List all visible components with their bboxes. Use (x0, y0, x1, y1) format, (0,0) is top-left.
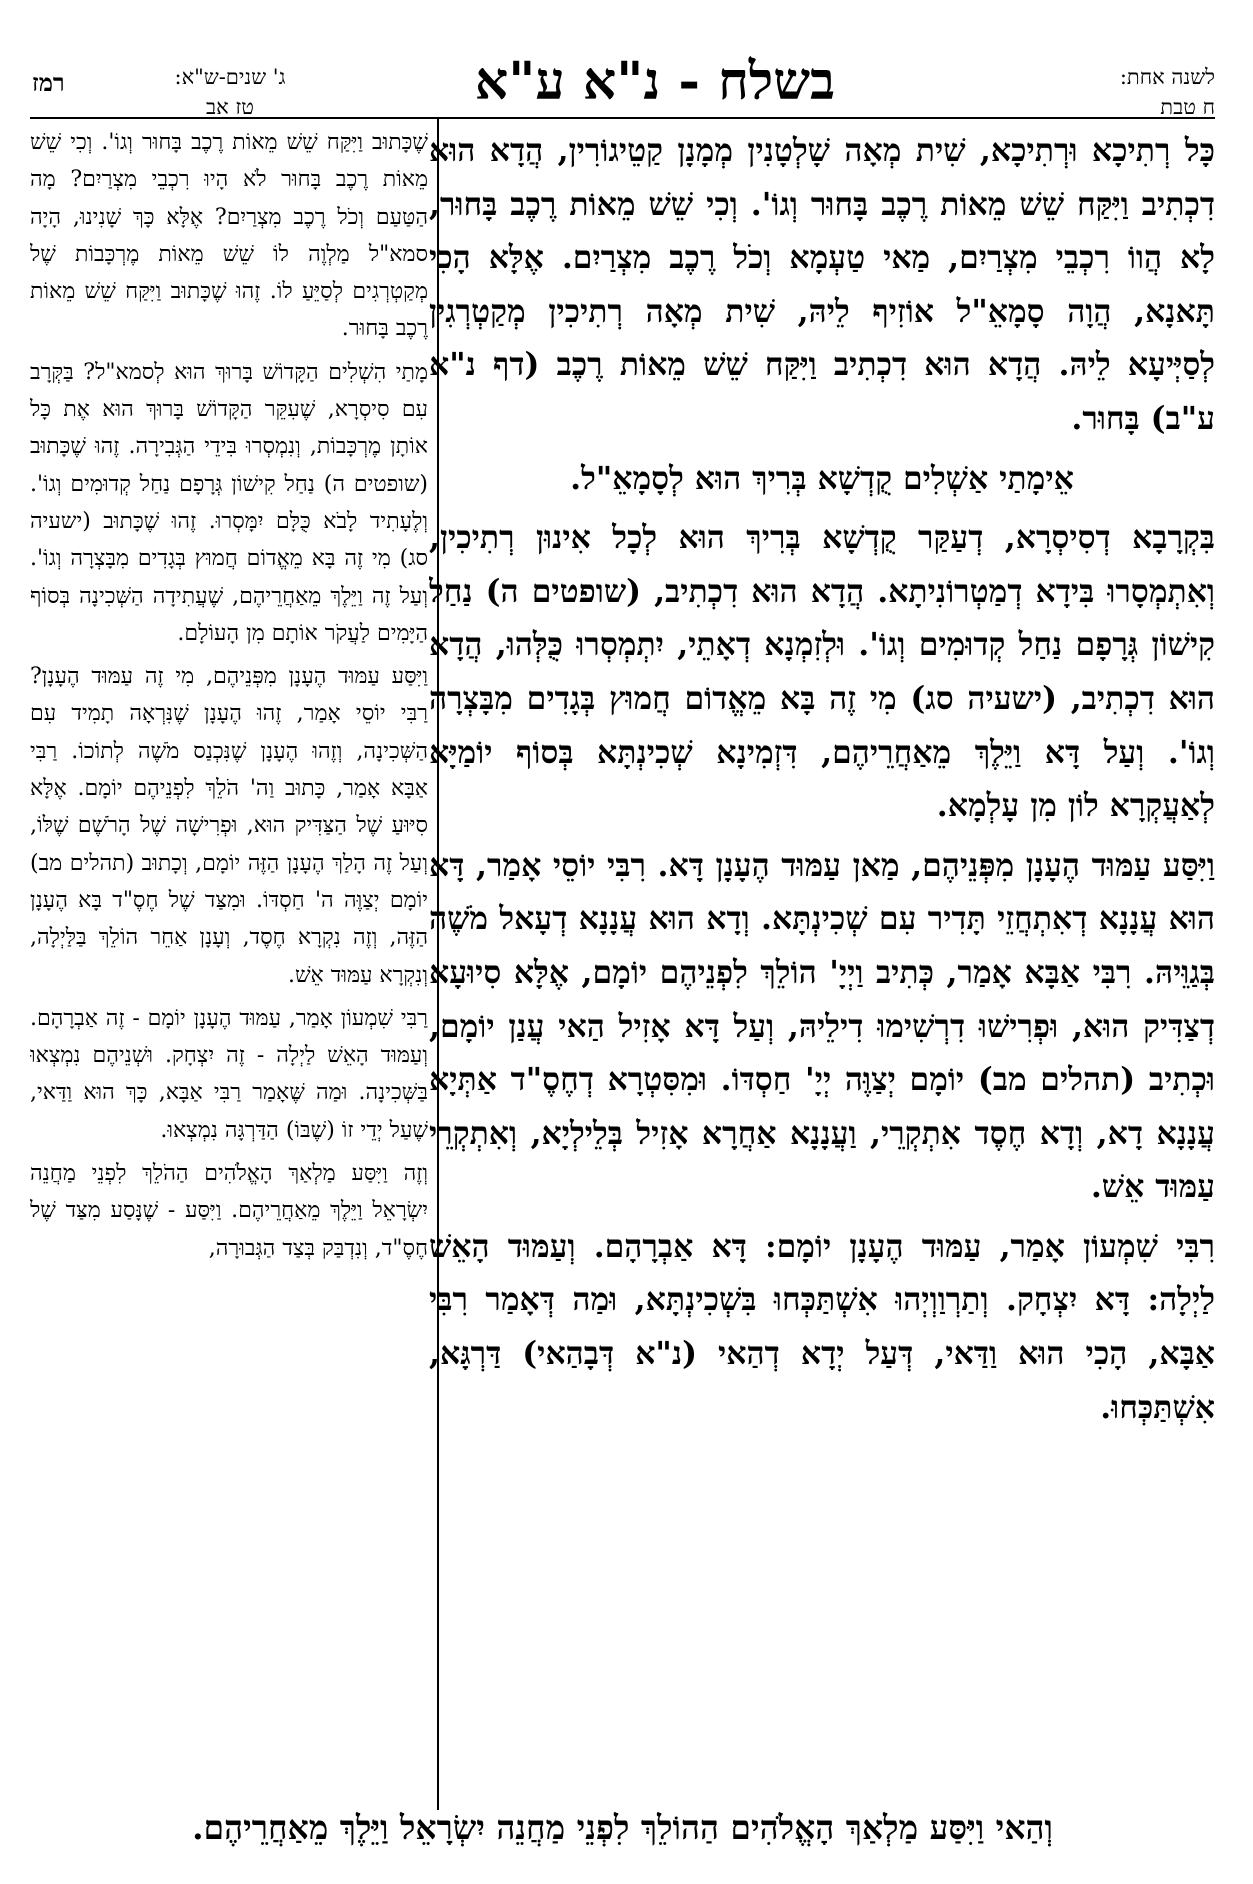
main-paragraph: כָּל רְתִיכָא וּרְתִיכָא, שִׁית מְאָה שָׁלְטָנִין מְמָנָן קַטֵיגוֹרִין, הֲדָא הוּא דִכְתִיב וַיִּקַּח שֵׁשׁ מֵאוֹת רֶכֶב בָּחוּר וְגוֹ'. וְכִי שֵׁשׁ מֵאוֹת רֶכֶב בָּחוּר, לָא הֲווֹ רִכְבֵי מִצְרַיִם, מַאי טַעְמָא וְכֹל רֶכֶב מִצְרַיִם. אֶלָּא הָכִי תָּאנָא, הֲוָה סָמָאֵ"ל אוֹזִיף לֵיהּ, שִׁית מְאָה רְתִיכִין מְקַטְרְגִין לְסַיְּיעָא לֵיהּ. הֲדָא הוּא דִכְתִיב וַיִּקַּח שֵׁשׁ מֵאוֹת רֶכֶב (דף נ"א ע"ב) בָּחוּר. (429, 132, 1215, 437)
header-right-line1: לשנה אחת: (1119, 65, 1215, 89)
main-column (429, 124, 1215, 1792)
main-paragraph: בִּקְרָבָא דְסִיסְרָא, דְעַקַּר קֻדְשָׁא בְּרִיךְ הוּא לְכָל אִינוּן רְתִיכִין, וְאִתְמְסָרוּ בִּידָא דְמַטְרוֹנִיתָא. הֲדָא הוּא דִכְתִיב, (שופטים ה) נַחַל קִישׁוֹן גְּרָפָם נַחַל קְדוּמִים וְגוֹ'. וּלְזִמְנָא דְאָתֵי, יִתְמְסְרוּ כֻּלְּהוּ, הֲדָא הוּא דִכְתִיב, (ישעיה סג) מִי זֶה בָּא מֵאֱדוֹם חֲמוּץ בְּגָדִים מִבָּצְרָה וְגוֹ'. וְעַל דָּא וַיֵּלֶךְ מֵאַחֲרֵיהֶם, דִּזְמִינָא שְׁכִינְתָּא בְּסוֹף יוֹמַיָּא לְאַעֲקְרָא לוֹן מִן עָלְמָא. (429, 519, 1215, 825)
side-paragraph: וְזֶה וַיִּסַּע מַלְאַךְ הָאֱלֹהִים הַהֹלֵךְ לִפְנֵי מַחֲנֵה יִשְׂרָאֵל וַיֵּלֶךְ מֵאַחֲרֵיהֶם. וַיִּסַּע - שֶׁנָּסַע מִצַּד שֶׁל חֶסֶ"ד, וְנִדְבַּק בְּצַד הַגְּבוּרָה, (30, 1161, 428, 1261)
header-left (150, 62, 310, 122)
footer-line: וְהַאי וַיִּסַּע מַלְאַךְ הָאֱלֹהִים הַהוֹלֵךְ לִפְנֵי מַחֲנֵה יִשְׂרָאֵל וַיֵּלֶךְ מֵאַחֲרֵיהֶם. (192, 1808, 1053, 1847)
header-far-left: רמז (32, 68, 65, 97)
header-left-line2: טז אב (206, 95, 254, 119)
header-left-line1: ג' שנים-ש"א: (174, 65, 286, 89)
side-paragraph: מָתַי הִשְׁלִים הַקָּדוֹשׁ בָּרוּךְ הוּא לְסמא"ל? בַּקְּרָב עִם סִיסְרָא, שֶׁעִקֵּר הַקָּדוֹשׁ בָּרוּךְ הוּא אֶת כָּל אוֹתָן מֶרְכָּבוֹת, וְנִמְסְרוּ בִּידֵי הַגְּבִירָה. זֶהוּ שֶׁכָּתוּב (שופטים ה) נַחַל קִישׁוֹן גְּרָפָם נַחַל קְדוּמִים וְגוֹ'. וְלֶעָתִיד לָבֹא כֻּלָּם יִמָּסְרוּ. זֶהוּ שֶׁכָּתוּב (ישעיה סג) מִי זֶה בָּא מֵאֱדוֹם חֲמוּץ בְּגָדִים מִבָּצְרָה וְגוֹ'. וְעַל זֶה וַיֵּלֶךְ מֵאַחֲרֵיהֶם, שֶׁעֲתִידָה הַשְּׁכִינָה בְּסוֹף הַיָּמִים לַעֲקֹר אוֹתָם מִן הָעוֹלָם. (30, 359, 428, 646)
side-column (30, 124, 428, 1806)
side-paragraph: וַיִּסַּע עַמּוּד הֶעָנָן מִפְּנֵיהֶם, מִי זֶה עַמּוּד הֶעָנָן? רַבִּי יוֹסֵי אָמַר, זֶהוּ הֶעָנָן שֶׁנִּרְאָה תָמִיד עִם הַשְּׁכִינָה, וְזֶהוּ הֶעָנָן שֶׁנִּכְנַס מֹשֶׁה לְתוֹכוֹ. רַבִּי אַבָּא אָמַר, כָּתוּב וַה' הֹלֵךְ לִפְנֵיהֶם יוֹמָם. אֶלָּא סִיּוּעַ שֶׁל הַצַּדִּיק הוּא, וּפְרִישָׁה שֶׁל הָרֹשֶׁם שֶׁלּוֹ, וְעַל זֶה הָלַךְ הֶעָנָן הַזֶּה יוֹמָם, וְכָתוּב (תהלים מב) יוֹמָם יְצַוֶּה ה' חַסְדּוֹ. וּמִצַּד שֶׁל חֶסֶ"ד בָּא הֶעָנָן הַזֶּה, וְזֶה נִקְרָא חֶסֶד, וְעָנָן אַחֵר הוֹלֵךְ בַּלַּיְלָה, וְנִקְרָא עַמּוּד אֵשׁ. (30, 664, 428, 988)
column-divider (437, 118, 439, 1810)
main-paragraph: רִבִּי שִׁמְעוֹן אָמַר, עַמּוּד הֶעָנָן יוֹמָם: דָּא אַבְרָהָם. וְעַמּוּד הָאֵשׁ לַיְלָה: דָּא יִצְחָק. וְתַרְוַוְיְהוּ אִשְׁתַּכְּחוּ בִּשְׁכִינְתָּא, וּמַה דְּאָמַר רִבִּי אַבָּא, הָכִי הוּא וַדַּאי, דְּעַל יְדָא דְהַאי (נ"א דְּבָהַאי) דַּרְגָּא, אִשְׁתַּכְּחוּ. (429, 1227, 1215, 1426)
side-paragraph: שֶׁכָּתוּב וַיִּקַּח שֵׁשׁ מֵאוֹת רֶכֶב בָּחוּר וְגוֹ'. וְכִי שֵׁשׁ מֵאוֹת רֶכֶב בָּחוּר לֹא הָיוּ רִכְבֵי מִצְרַיִם? מָה הַטַּעַם וְכֹל רֶכֶב מִצְרַיִם? אֶלָּא כָּךְ שָׁנִינוּ, הָיָה סמא"ל מַלְוֶה לוֹ שֵׁשׁ מֵאוֹת מֶרְכָּבוֹת שֶׁל מְקַטְרְגִים לְסַיֵּעַ לוֹ. זֶהוּ שֶׁכָּתוּב וַיִּקַּח שֵׁשׁ מֵאוֹת רֶכֶב בָּחוּר. (30, 130, 428, 342)
header-rule (30, 117, 1215, 119)
page-title: בשלח - נ"א ע"א (474, 51, 836, 112)
side-paragraph: רַבִּי שִׁמְעוֹן אָמַר, עַמּוּד הֶעָנָן יוֹמָם - זֶה אַבְרָהָם. וְעַמּוּד הָאֵשׁ לַיְלָה - זֶה יִצְחָק. וּשְׁנֵיהֶם נִמְצְאוּ בַּשְּׁכִינָה. וּמַה שֶּׁאָמַר רַבִּי אַבָּא, כָּךְ הוּא וַדַּאי, שֶׁעַל יְדֵי זוֹ (שֶׁבּוֹ) הַדַּרְגָּה נִמְצְאוּ. (30, 1005, 428, 1143)
header-right (1120, 62, 1215, 122)
main-paragraph: אֵימָתַי אַשְׁלִים קֻדְשָׁא בְּרִיךְ הוּא לְסָמָאֵ"ל. (570, 459, 1074, 497)
header-right-line2: ח טבת (1160, 95, 1215, 119)
main-paragraph: וַיִּסַּע עַמּוּד הֶעָנָן מִפְּנֵיהֶם, מַאן עַמּוּד הֶעָנָן דָּא. רִבִּי יוֹסֵי אָמַר, דָּא הוּא עֲנָנָא דְאִתְחֲזֵי תָּדִיר עִם שְׁכִינְתָּא. וְדָא הוּא עֲנָנָא דְעָאל מֹשֶׁה בְּגַוֵּיהּ. רִבִּי אַבָּא אָמַר, כְּתִיב וַיְיָ' הוֹלֵךְ לִפְנֵיהֶם יוֹמָם, אֶלָּא סִיוּעָא דְצַדִּיק הוּא, וּפְרִישׁוּ דִרְשִׁימוּ דִילֵיהּ, וְעַל דָּא אָזִיל הַאי עֲנַן יוֹמָם, וּכְתִיב (תהלים מב) יוֹמָם יְצַוֶּה יְיָ' חַסְדּוֹ. וּמִסִּטְרָא דְחֶסֶ"ד אַתְּיָא עֲנָנָא דָא, וְדָא חֶסֶד אִתְקְרֵי, וַעֲנָנָא אַחֲרָא אָזִיל בְּלֵילְיָא, וְאִתְקְרֵי עַמּוּד אֵשׁ. (429, 846, 1215, 1206)
